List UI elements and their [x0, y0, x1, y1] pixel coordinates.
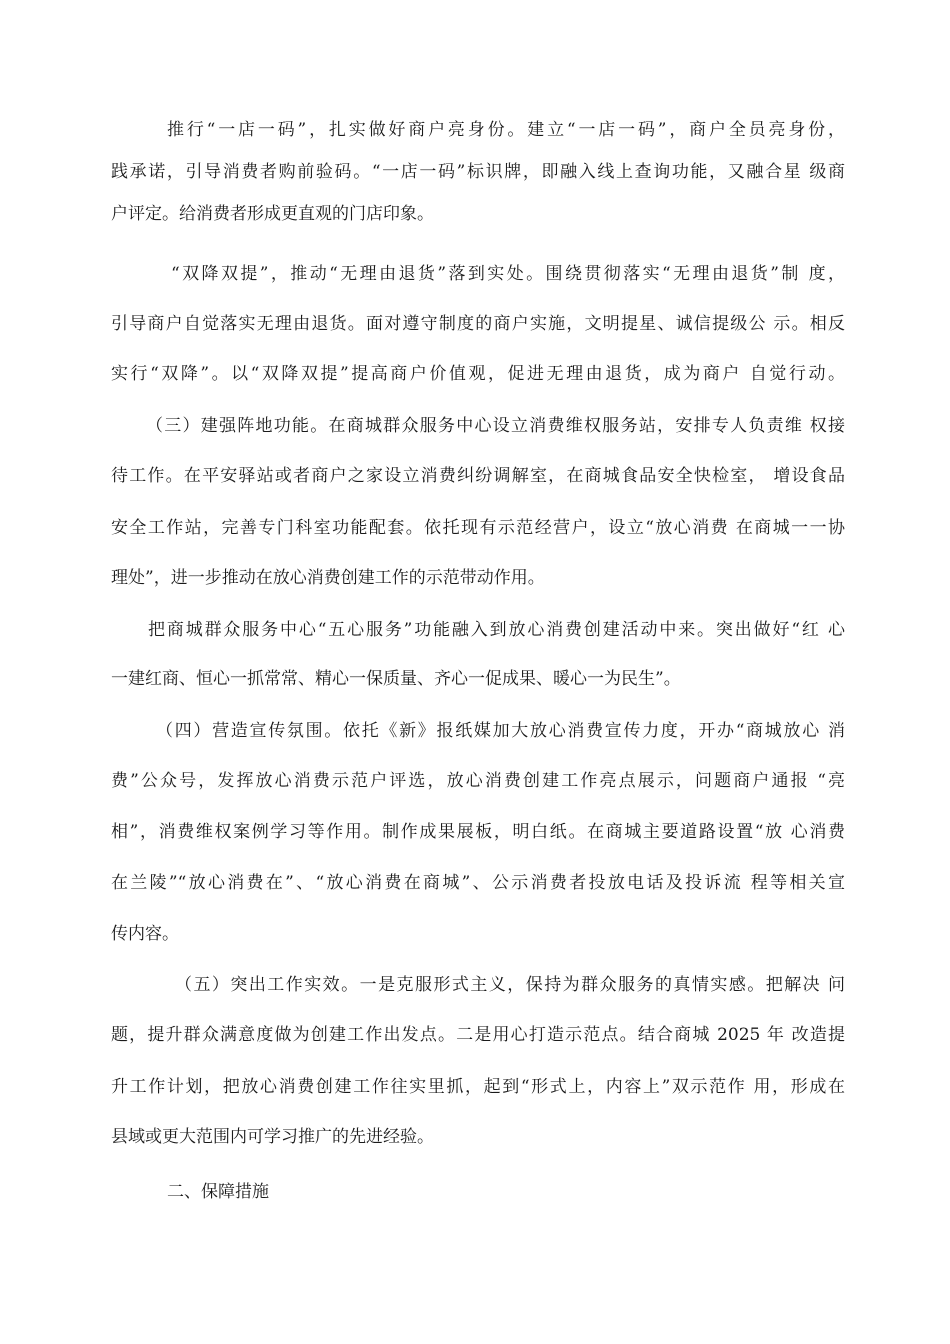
paragraph-2-line-1: “双降双提”，推动“无理由退货”落到实处。围绕贯彻落实“无理由退货”制 度，: [171, 264, 845, 284]
paragraph-2-line-2: 引导商户自觉落实无理由退货。面对遵守制度的商户实施，文明提星、诚信提级公 示。相反: [111, 314, 845, 334]
paragraph-3-line-3: 安全工作站，完善专门科室功能配套。依托现有示范经营户，设立“放心消费 在商城一一协: [111, 518, 845, 538]
paragraph-1-line-2: 践承诺，引导消费者购前验码。“一店一码”标识牌，即融入线上查询功能，又融合星 级商: [111, 162, 845, 182]
paragraph-3-line-1: （三）建强阵地功能。在商城群众服务中心设立消费维权服务站，安排专人负责维 权接: [146, 416, 845, 436]
paragraph-1-line-3: 户评定。给消费者形成更直观的门店印象。: [111, 204, 434, 224]
section-heading: 二、保障措施: [167, 1182, 269, 1202]
paragraph-5-line-1: （四）营造宣传氛围。依托《新》报纸媒加大放心消费宣传力度，开办“商城放心 消: [156, 721, 845, 741]
paragraph-5-line-2: 费”公众号，发挥放心消费示范户评选，放心消费创建工作亮点展示，问题商户通报 “亮: [111, 771, 845, 791]
paragraph-6-line-3: 升工作计划，把放心消费创建工作往实里抓，起到“形式上，内容上”双示范作 用，形成在: [111, 1077, 845, 1097]
paragraph-2-line-3: 实行“双降”。以“双降双提”提高商户价值观，促进无理由退货，成为商户 自觉行动。: [111, 364, 845, 384]
paragraph-4-line-1: 把商城群众服务中心“五心服务”功能融入到放心消费创建活动中来。突出做好“红 心: [148, 620, 845, 640]
paragraph-6-line-2: 题，提升群众满意度做为创建工作出发点。二是用心打造示范点。结合商城 2025 年 改造提: [111, 1025, 845, 1045]
paragraph-5-line-5: 传内容。: [111, 924, 179, 944]
paragraph-6-line-4: 县域或更大范围内可学习推广的先进经验。: [111, 1127, 434, 1147]
paragraph-3-line-2: 待工作。在平安驿站或者商户之家设立消费纠纷调解室，在商城食品安全快检室， 增设食品: [111, 466, 845, 486]
paragraph-1-line-1: 推行“一店一码”，扎实做好商户亮身份。建立“一店一码”，商户全员亮身份，: [167, 120, 845, 140]
paragraph-5-line-3: 相”，消费维权案例学习等作用。制作成果展板，明白纸。在商城主要道路设置“放 心消费: [111, 822, 845, 842]
paragraph-5-line-4: 在兰陵”“放心消费在”、“放心消费在商城”、公示消费者投放电话及投诉流 程等相关宣: [111, 873, 845, 893]
paragraph-4-line-2: 一建红商、恒心一抓常常、精心一保质量、齐心一促成果、暖心一为民生”。: [111, 669, 681, 689]
paragraph-3-line-4: 理处”，进一步推动在放心消费创建工作的示范带动作用。: [111, 568, 545, 588]
paragraph-6-line-1: （五）突出工作实效。一是克服形式主义，保持为群众服务的真情实感。把解决 问: [175, 975, 845, 995]
